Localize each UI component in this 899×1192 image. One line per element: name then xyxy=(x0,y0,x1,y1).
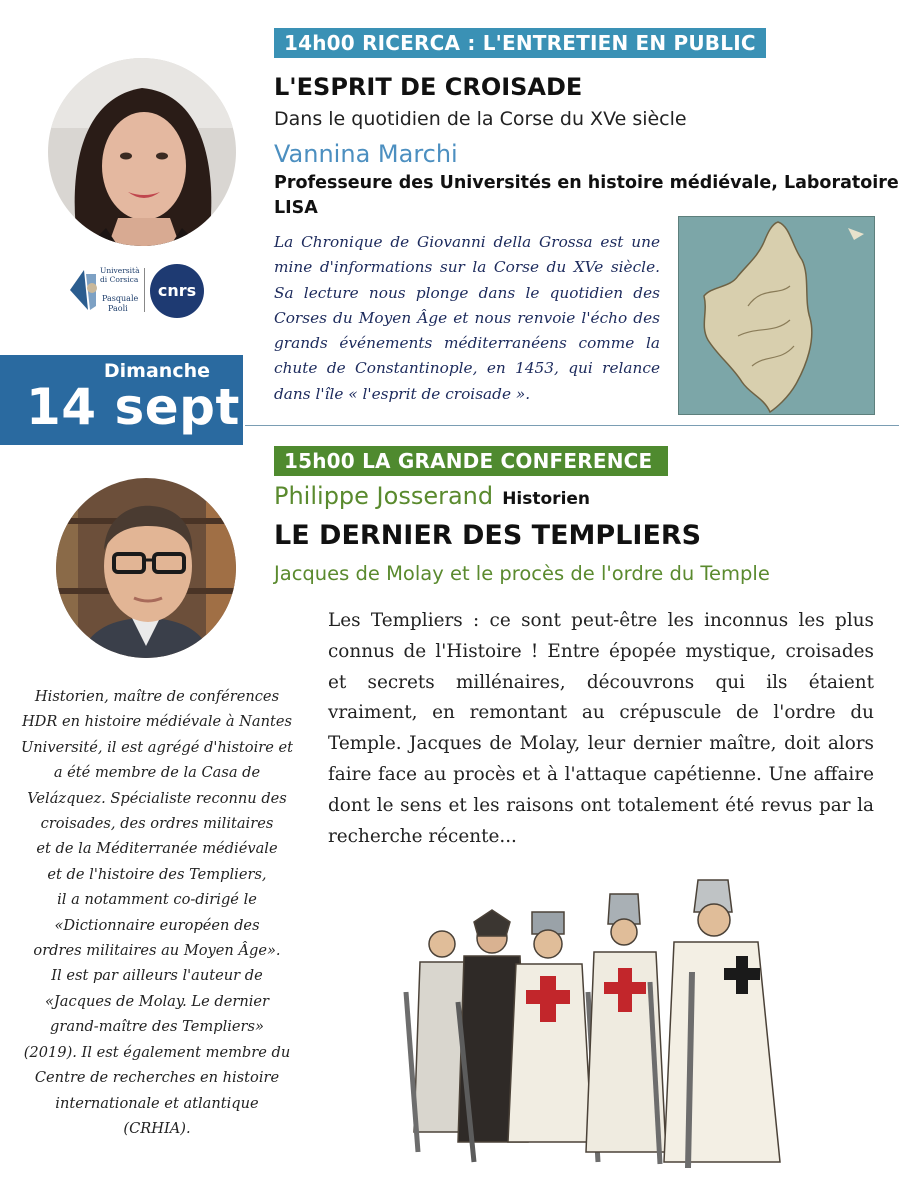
bio-line: HDR en histoire médiévale à Nantes xyxy=(21,713,293,731)
schedule-badge-14h00: 14h00 RICERCA : L'ENTRETIEN EN PUBLIC xyxy=(274,28,766,58)
bio-line: Université, il est agrégé d'histoire et xyxy=(20,738,293,756)
speaker-line xyxy=(274,482,590,510)
bio-line: internationale et atlantique xyxy=(55,1094,259,1112)
university-name-line4: Paoli xyxy=(108,304,128,313)
bio-line: ordres militaires au Moyen Âge». xyxy=(33,942,281,960)
schedule-badge-15h00: 15h00 LA GRANDE CONFERENCE xyxy=(274,446,668,476)
bio-line: et de l'histoire des Templiers, xyxy=(47,865,267,883)
speaker-biography xyxy=(12,684,302,1141)
section-divider xyxy=(245,425,899,426)
speaker-role-line2: LISA xyxy=(274,198,318,218)
bio-line: a été membre de la Casa de xyxy=(53,764,261,782)
speaker-role-line1: Professeure des Universités en histoire médiévale, Laboratoire xyxy=(274,173,899,193)
bio-line: et de la Méditerranée médiévale xyxy=(36,840,278,858)
bio-line: Centre de recherches en histoire xyxy=(34,1069,280,1087)
bio-line: «Jacques de Molay. Le dernier xyxy=(44,992,270,1010)
speaker-name-vannina-marchi: Vannina Marchi xyxy=(274,140,458,168)
speaker-photo-vannina-marchi xyxy=(48,58,236,246)
bio-line: Historien, maître de conférences xyxy=(34,688,280,705)
cnrs-logo: cnrs xyxy=(150,264,204,318)
bio-line: «Dictionnaire européen des xyxy=(54,916,260,934)
university-name-line2: di Corsica xyxy=(100,275,139,284)
event-title-dernier-templiers: LE DERNIER DES TEMPLIERS xyxy=(274,520,702,551)
bio-line: il a notamment co-dirigé le xyxy=(57,891,257,909)
bio-line: Il est par ailleurs l'auteur de xyxy=(51,967,263,985)
main-event-subtitle: Jacques de Molay et le procès de l'ordre du Temple xyxy=(274,562,770,585)
bio-line: (2019). Il est également membre du xyxy=(23,1043,291,1061)
speaker-photo-philippe-josserand xyxy=(56,478,236,658)
bio-line: grand-maître des Templiers» xyxy=(50,1018,264,1036)
university-name-line3: Pasquale xyxy=(102,294,139,303)
event-day: Dimanche xyxy=(103,360,210,382)
bio-line: Velázquez. Spécialiste reconnu des xyxy=(27,789,287,807)
main-event-description: Les Templiers : ce sont peut-être les inconnus les plus connus de l'Histoire ! Entre épopée mystique, croisades et secrets millénaires, découvrons qui ils étaient vraiment, en remontant au crépuscule de l'ordre du Temple. Jacques de Molay, leur dernier maître, doit alors faire face au procès et à l'attaque capétienne. Une affaire dont le sens et les raisons ont totalement été revus par la recherche récente... xyxy=(328,610,874,847)
bio-line: (CRHIA). xyxy=(123,1119,191,1137)
event-date-box xyxy=(0,355,243,445)
speaker-role-historien: Historien xyxy=(502,489,591,509)
event-date: 14 sept xyxy=(26,378,240,436)
universita-di-corsica-logo xyxy=(68,264,146,316)
templar-knights-illustration xyxy=(388,872,786,1172)
event-subtitle: Dans le quotidien de la Corse du XVe siècle xyxy=(274,108,687,130)
top-event-description: La Chronique de Giovanni della Grossa est une mine d'informations sur la Corse du XVe siècle. Sa lecture nous plonge dans le quotidien des Corses du Moyen Âge et nous renvoie l'écho des grands événements méditerranéens comme la chute de Constantinople, en 1453, qui relance dans l'île « l'esprit de croisade ». xyxy=(274,233,660,403)
logo-separator xyxy=(144,268,145,312)
bio-line: croisades, des ordres militaires xyxy=(40,815,274,833)
speaker-name-philippe-josserand: Philippe Josserand xyxy=(274,482,494,510)
university-name-line1: Università xyxy=(100,266,140,275)
corsica-map-image xyxy=(678,216,875,415)
event-title-esprit-croisade: L'ESPRIT DE CROISADE xyxy=(274,73,583,101)
